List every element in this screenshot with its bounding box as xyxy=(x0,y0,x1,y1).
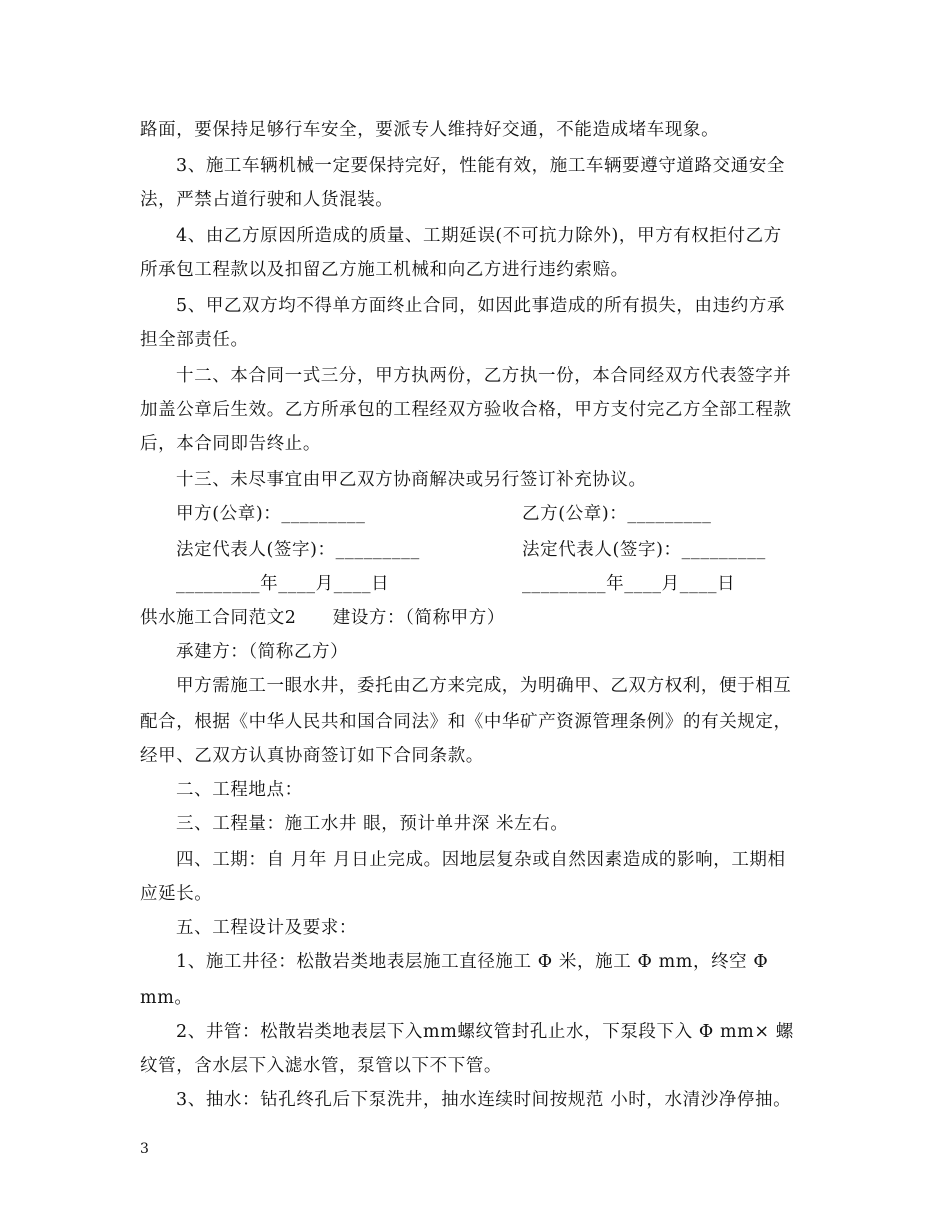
paragraph-line: 纹管，含水层下入滤水管，泵管以下不下管。 xyxy=(140,1056,502,1076)
page-number: 3 xyxy=(140,1141,149,1157)
paragraph-line: 担全部责任。 xyxy=(140,330,249,350)
party-b-seal: 乙方(公章)：_________ xyxy=(522,504,712,524)
paragraph-line: 配合，根据《中华人民共和国合同法》和《中华矿产资源管理条例》的有关规定， xyxy=(140,712,792,732)
paragraph-line: 四、工期：自 月年 月日止完成。因地层复杂或自然因素造成的影响，工期相 xyxy=(176,850,786,870)
paragraph-line: 十二、本合同一式三分，甲方执两份，乙方执一份，本合同经双方代表签字并 xyxy=(176,366,792,386)
paragraph-line: 十三、未尽事宜由甲乙双方协商解决或另行签订补充协议。 xyxy=(176,470,647,490)
paragraph-line: 3、抽水：钻孔终孔后下泵洗井，抽水连续时间按规范 小时，水清沙净停抽。 xyxy=(176,1090,792,1110)
paragraph-line: 4、由乙方原因所造成的质量、工期延误(不可抗力除外)，甲方有权拒付乙方 xyxy=(176,226,782,246)
paragraph-line: 五、工程设计及要求： xyxy=(176,918,357,938)
party-b-representative: 法定代表人(签字)：_________ xyxy=(522,540,766,560)
party-a-date: _________年____月____日 xyxy=(176,574,390,594)
paragraph-line: 法，严禁占道行驶和人货混装。 xyxy=(140,190,394,210)
party-a-representative: 法定代表人(签字)：_________ xyxy=(176,540,420,560)
paragraph-line: 5、甲乙双方均不得单方面终止合同，如因此事造成的所有损失，由违约方承 xyxy=(176,296,786,316)
paragraph-line: 加盖公章后生效。乙方所承包的工程经双方验收合格，甲方支付完乙方全部工程款 xyxy=(140,400,792,420)
paragraph-line: 承建方：（简称乙方） xyxy=(176,642,349,662)
paragraph-line: 三、工程量：施工水井 眼，预计单井深 米左右。 xyxy=(176,814,569,834)
paragraph-line: 2、井管：松散岩类地表层下入mm螺纹管封孔止水，下泵段下入 Φ mm× 螺 xyxy=(176,1022,794,1042)
paragraph-line: 甲方需施工一眼水井，委托由乙方来完成，为明确甲、乙双方权利，便于相互 xyxy=(176,676,792,696)
paragraph-line: 1、施工井径：松散岩类地表层施工直径施工 Φ 米，施工 Φ mm，终空 Φ xyxy=(176,952,769,972)
paragraph-line: 路面，要保持足够行车安全，要派专人维持好交通，不能造成堵车现象。 xyxy=(140,120,720,140)
party-b-date: _________年____月____日 xyxy=(522,574,736,594)
paragraph-line: 应延长。 xyxy=(140,884,213,904)
paragraph-line: 二、工程地点： xyxy=(176,780,303,800)
paragraph-line: mm。 xyxy=(140,988,193,1008)
paragraph-line: 经甲、乙双方认真协商签订如下合同条款。 xyxy=(140,746,484,766)
paragraph-line: 后，本合同即告终止。 xyxy=(140,434,321,454)
paragraph-line: 所承包工程款以及扣留乙方施工机械和向乙方进行违约索赔。 xyxy=(140,260,629,280)
party-a-seal: 甲方(公章)：_________ xyxy=(176,504,366,524)
section-heading: 供水施工合同范文2 建设方：（简称甲方） xyxy=(140,608,505,628)
paragraph-line: 3、施工车辆机械一定要保持完好，性能有效，施工车辆要遵守道路交通安全 xyxy=(176,156,786,176)
